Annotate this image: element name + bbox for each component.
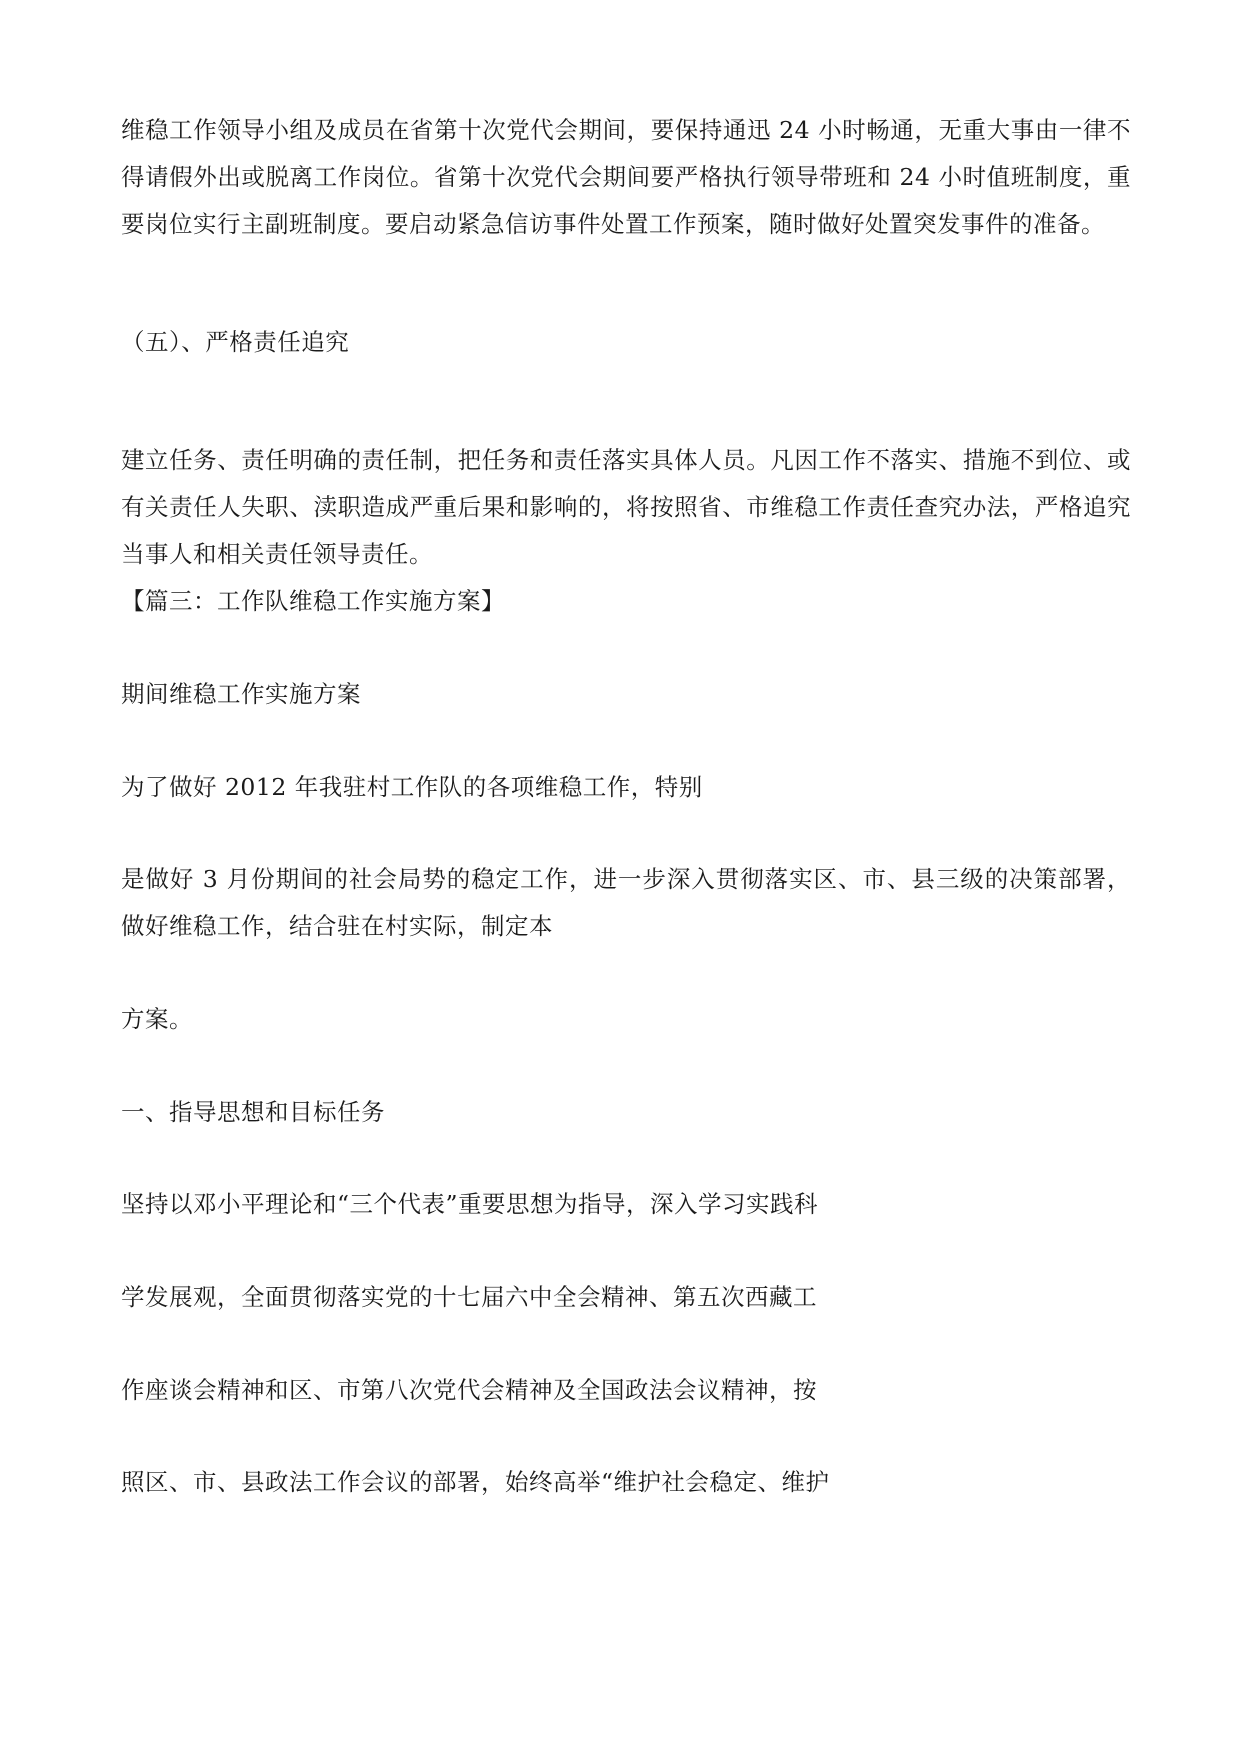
paragraph-guidance-line-1: 坚持以邓小平理论和“三个代表”重要思想为指导，深入学习实践科 <box>121 1190 819 1218</box>
paragraph-intro-line-3: 方案。 <box>121 1005 193 1033</box>
heading-plan-title: 期间维稳工作实施方案 <box>121 680 361 708</box>
paragraph-guidance-line-3: 作座谈会精神和区、市第八次党代会精神及全国政法会议精神，按 <box>121 1376 817 1404</box>
heading-guiding-ideology: 一、指导思想和目标任务 <box>121 1098 385 1126</box>
paragraph-intro-line-1: 为了做好 2012 年我驻村工作队的各项维稳工作，特别 <box>121 773 703 801</box>
heading-article-three: 【篇三：工作队维稳工作实施方案】 <box>121 587 505 615</box>
paragraph-duty-requirements: 维稳工作领导小组及成员在省第十次党代会期间，要保持通迅 24 小时畅通，无重大事由一律不得请假外出或脱离工作岗位。省第十次党代会期间要严格执行领导带班和 24 小时值班制度，重要岗位实行主副班制度。要启动紧急信访事件处置工作预案，随时做好处置突发事件的准备。 <box>121 116 1131 238</box>
heading-section-five: （五）、严格责任追究 <box>121 328 350 356</box>
paragraph-guidance-line-4: 照区、市、县政法工作会议的部署，始终高举“维护社会稳定、维护 <box>121 1468 830 1496</box>
paragraph-intro-line-2: 是做好 3 月份期间的社会局势的稳定工作，进一步深入贯彻落实区、市、县三级的决策部署，做好维稳工作，结合驻在村实际，制定本 <box>121 865 1131 940</box>
paragraph-accountability: 建立任务、责任明确的责任制，把任务和责任落实具体人员。凡因工作不落实、措施不到位、或有关责任人失职、渎职造成严重后果和影响的，将按照省、市维稳工作责任查究办法，严格追究当事人和相关责任领导责任。 <box>121 446 1131 568</box>
paragraph-guidance-line-2: 学发展观，全面贯彻落实党的十七届六中全会精神、第五次西藏工 <box>121 1283 817 1311</box>
